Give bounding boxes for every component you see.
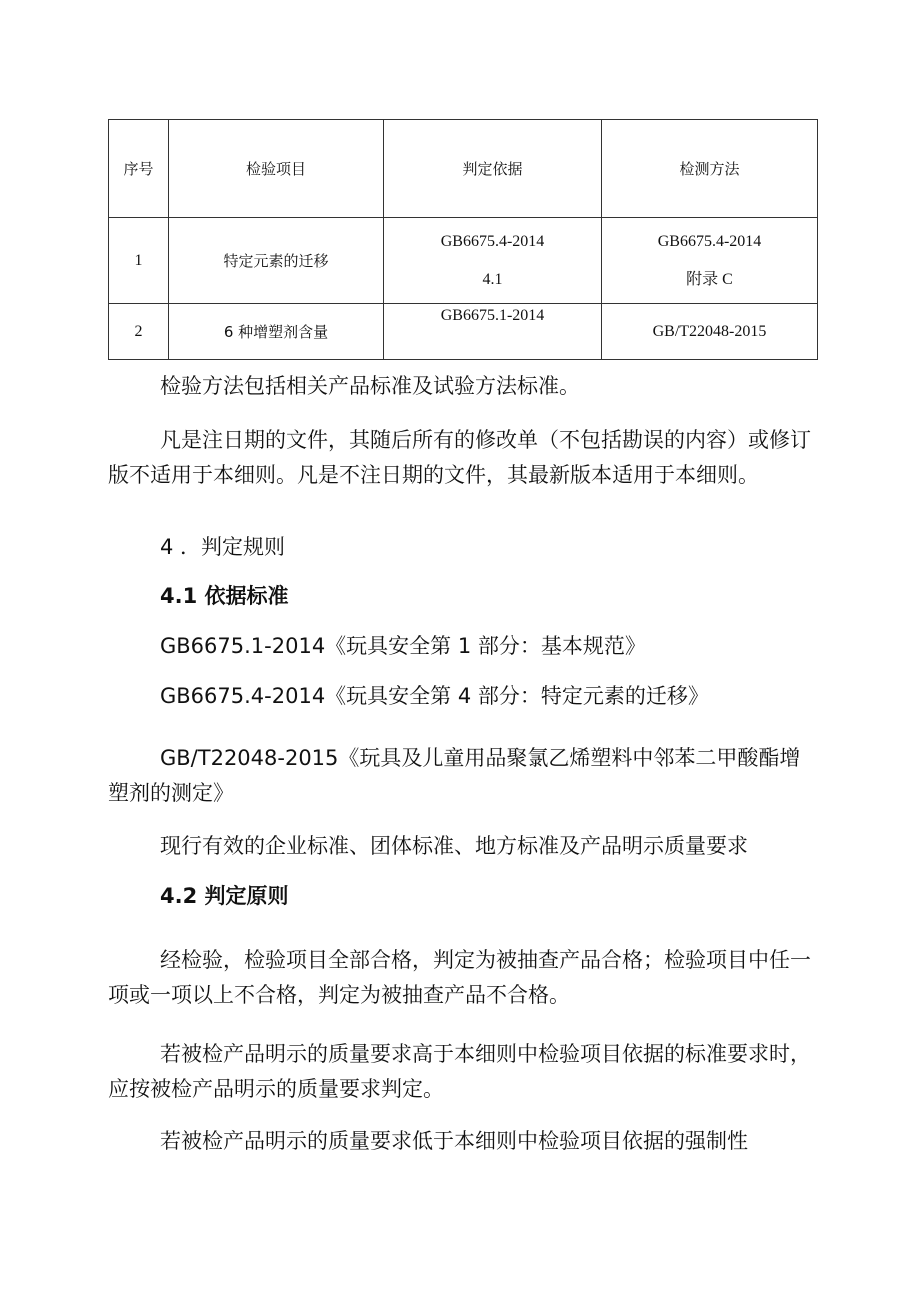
standard-item: GB6675.1-2014《玩具安全第 1 部分：基本规范》 bbox=[160, 634, 646, 658]
standard-item: GB/T22048-2015《玩具及儿童用品聚氯乙烯塑料中邻苯二甲酸酯增塑剂的测定》 bbox=[108, 746, 801, 805]
header-basis: 判定依据 bbox=[384, 120, 602, 218]
table-header-row bbox=[109, 120, 818, 218]
inspection-table bbox=[108, 119, 818, 360]
paragraph-dated-docs: 凡是注日期的文件，其随后所有的修改单（不包括勘误的内容）或修订版不适用于本细则。凡是不注日期的文件，其最新版本适用于本细则。 bbox=[108, 428, 811, 487]
header-item: 检验项目 bbox=[169, 120, 384, 218]
row-no: 2 bbox=[134, 323, 143, 340]
paragraph-judgement: 经检验，检验项目全部合格，判定为被抽查产品合格；检验项目中任一项或一项以上不合格，判定为被抽查产品不合格。 bbox=[108, 948, 811, 1007]
paragraph-lower-requirement: 若被检产品明示的质量要求低于本细则中检验项目依据的强制性 bbox=[160, 1129, 748, 1153]
row-no: 1 bbox=[134, 252, 143, 269]
header-method: 检测方法 bbox=[602, 120, 818, 218]
row-basis: GB6675.1-2014 bbox=[384, 304, 602, 360]
row-method: GB/T22048-2015 bbox=[602, 304, 818, 360]
row-basis: GB6675.4-2014 4.1 bbox=[384, 218, 602, 304]
section-4-1-heading: 4.1 依据标准 bbox=[160, 584, 289, 608]
row-item: 6 种增塑剂含量 bbox=[169, 304, 384, 360]
row-method: GB6675.4-2014 附录 C bbox=[602, 218, 818, 304]
table-row bbox=[109, 304, 818, 360]
paragraph-methods: 检验方法包括相关产品标准及试验方法标准。 bbox=[160, 374, 580, 398]
header-no: 序号 bbox=[109, 120, 169, 218]
section-4-heading: 4 ．判定规则 bbox=[160, 535, 286, 559]
paragraph-higher-requirement: 若被检产品明示的质量要求高于本细则中检验项目依据的标准要求时，应按被检产品明示的质量要求判定。 bbox=[108, 1042, 811, 1101]
standard-item: GB6675.4-2014《玩具安全第 4 部分：特定元素的迁移》 bbox=[160, 684, 709, 708]
row-item: 特定元素的迁移 bbox=[169, 218, 384, 304]
standard-item: 现行有效的企业标准、团体标准、地方标准及产品明示质量要求 bbox=[160, 834, 748, 858]
section-4-2-heading: 4.2 判定原则 bbox=[160, 884, 289, 908]
table-row bbox=[109, 218, 818, 304]
